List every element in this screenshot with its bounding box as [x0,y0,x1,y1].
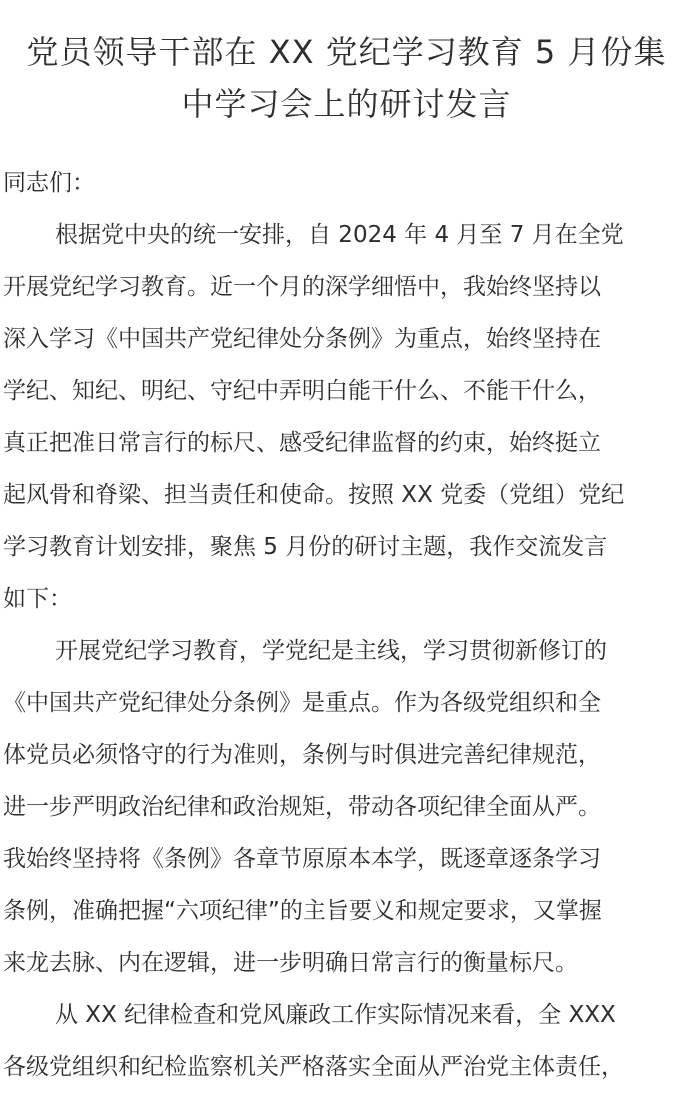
document-title [0,0,693,130]
body-line: 各级党组织和纪检监察机关严格落实全面从严治党主体责任， [3,1054,624,1080]
body-line: 如下： [3,586,72,612]
body-line: 《中国共产党纪律处分条例》是重点。作为各级党组织和全 [3,690,601,716]
title-line-1: 党员领导干部在 XX 党纪学习教育 5 月份集 [26,33,667,71]
body-line: 起风骨和脊梁、担当责任和使命。按照 XX 党委（党组）党纪 [3,482,625,508]
body-line: 进一步严明政治纪律和政治规矩，带动各项纪律全面从严。 [3,794,601,820]
body-line: 深入学习《中国共产党纪律处分条例》为重点，始终坚持在 [3,326,601,352]
body-line: 开展党纪学习教育，学党纪是主线，学习贯彻新修订的 [55,638,607,664]
body-line: 真正把准日常言行的标尺、感受纪律监督的约束，始终挺立 [3,430,601,456]
body-line: 开展党纪学习教育。近一个月的深学细悟中，我始终坚持以 [3,274,601,300]
body-line: 体党员必须恪守的行为准则，条例与时俱进完善纪律规范， [3,742,601,768]
body-line: 我始终坚持将《条例》各章节原原本本学，既逐章逐条学习 [3,846,601,872]
body-line: 来龙去脉、内在逻辑，进一步明确日常言行的衡量标尺。 [3,950,578,976]
body-line: 根据党中央的统一安排，自 2024 年 4 月至 7 月在全党 [55,222,624,248]
body-line: 学习教育计划安排，聚焦 5 月份的研讨主题，我作交流发言 [3,534,608,560]
body-line: 从 XX 纪律检查和党风廉政工作实际情况来看，全 XXX [55,1002,616,1028]
title-line-2: 中学习会上的研讨发言 [181,85,512,123]
body-line: 条例，准确把握“六项纪律”的主旨要义和规定要求，又掌握 [3,898,602,924]
salutation: 同志们： [3,170,95,196]
body-line: 学纪、知纪、明纪、守纪中弄明白能干什么、不能干什么， [3,378,601,404]
document-body [3,157,693,1093]
